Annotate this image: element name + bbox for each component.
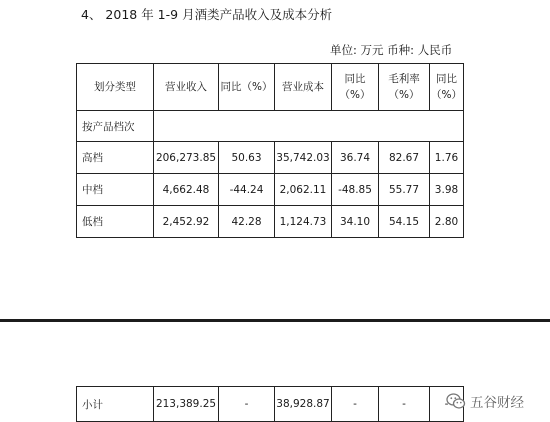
page-break-divider — [0, 319, 550, 322]
table-cell: 2,062.11 — [275, 174, 332, 206]
table-cell: 54.15 — [379, 206, 430, 238]
header-cell: 毛利率 （%） — [379, 64, 430, 111]
table-header-row — [77, 64, 464, 111]
table-cell: 36.74 — [332, 142, 379, 174]
row-label: 低档 — [77, 206, 154, 238]
table-cell: 4,662.48 — [154, 174, 219, 206]
subtotal-row — [77, 387, 464, 422]
table-row — [77, 142, 464, 174]
table-row — [77, 174, 464, 206]
wechat-icon — [446, 393, 466, 410]
table-section-row — [77, 111, 464, 142]
header-cell: 营业收入 — [154, 64, 219, 111]
table-cell: 50.63 — [219, 142, 275, 174]
table-cell: 2,452.92 — [154, 206, 219, 238]
table-cell: - — [332, 387, 379, 422]
table-row — [77, 206, 464, 238]
table-cell: -48.85 — [332, 174, 379, 206]
header-cell: 同比（%） — [219, 64, 275, 111]
header-cell: 划分类型 — [77, 64, 154, 111]
section-label: 按产品档次 — [77, 111, 154, 142]
table-cell: - — [379, 387, 430, 422]
revenue-cost-table — [76, 63, 464, 238]
header-cell: 同比 （%） — [430, 64, 464, 111]
watermark — [446, 391, 524, 411]
table-cell: - — [430, 387, 464, 422]
table-cell: 1.76 — [430, 142, 464, 174]
table-cell: 82.67 — [379, 142, 430, 174]
row-label: 高档 — [77, 142, 154, 174]
table-cell: 42.28 — [219, 206, 275, 238]
subtotal-table — [76, 386, 464, 422]
header-cell: 营业成本 — [275, 64, 332, 111]
header-cell: 同比 （%） — [332, 64, 379, 111]
table-cell: 3.98 — [430, 174, 464, 206]
table-cell: 1,124.73 — [275, 206, 332, 238]
unit-line: 单位: 万元 币种: 人民币 — [330, 43, 453, 57]
row-label: 中档 — [77, 174, 154, 206]
table-cell: 38,928.87 — [275, 387, 332, 422]
table-cell: - — [219, 387, 275, 422]
table-cell: 35,742.03 — [275, 142, 332, 174]
section-title: 4、 2018 年 1-9 月酒类产品收入及成本分析 — [81, 7, 333, 22]
table-cell: 34.10 — [332, 206, 379, 238]
table-cell: -44.24 — [219, 174, 275, 206]
section-empty-cell — [154, 111, 464, 142]
table-cell: 206,273.85 — [154, 142, 219, 174]
table-cell: 55.77 — [379, 174, 430, 206]
table-cell: 213,389.25 — [154, 387, 219, 422]
subtotal-label: 小计 — [77, 387, 154, 422]
watermark-text: 五谷财经 — [470, 395, 524, 411]
table-cell: 2.80 — [430, 206, 464, 238]
